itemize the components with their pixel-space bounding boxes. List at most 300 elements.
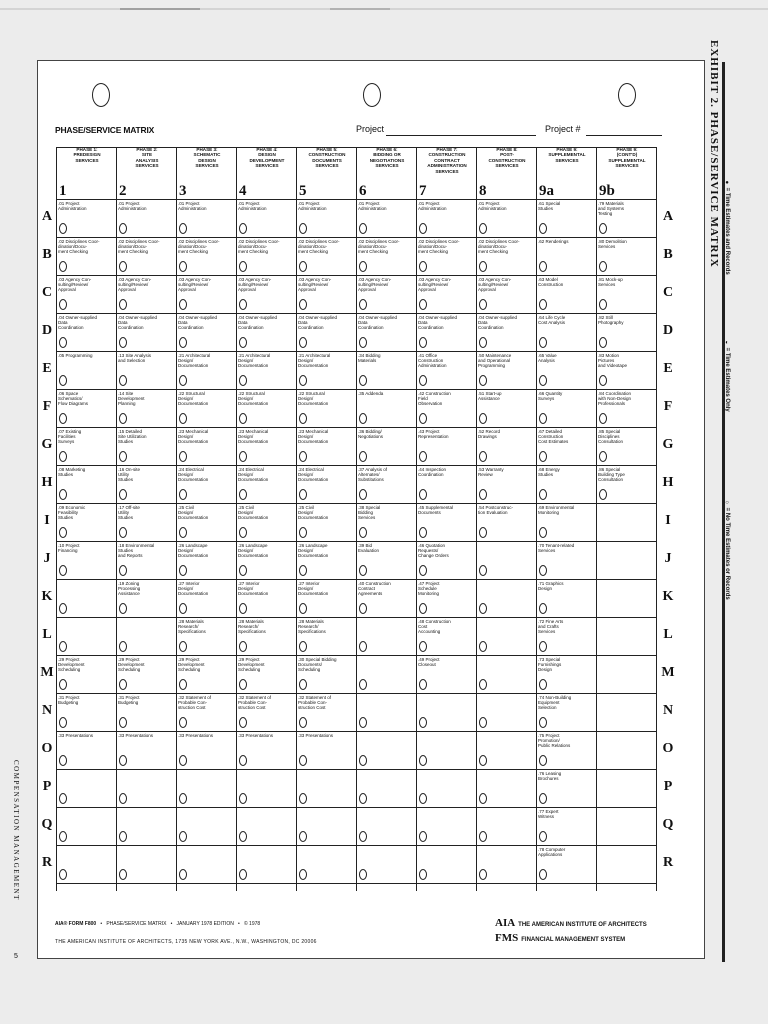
project-number-field[interactable] (586, 135, 662, 136)
phase-header-2 (116, 147, 176, 199)
status-circle-icon[interactable] (299, 831, 307, 842)
matrix-cell (296, 237, 356, 275)
status-circle-icon[interactable] (599, 451, 607, 462)
row-letter-right: R (662, 855, 674, 870)
aia-name: THE AMERICAN INSTITUTE OF ARCHITECTS (518, 922, 647, 928)
status-circle-icon[interactable] (299, 337, 307, 348)
status-circle-icon[interactable] (59, 489, 67, 500)
matrix-cell (416, 541, 476, 579)
page-number: 5 (14, 953, 18, 960)
status-circle-icon[interactable] (119, 451, 127, 462)
status-circle-icon[interactable] (59, 755, 67, 766)
status-circle-icon[interactable] (299, 717, 307, 728)
status-circle-icon[interactable] (359, 679, 367, 690)
status-circle-icon[interactable] (539, 337, 547, 348)
matrix-cell (596, 807, 656, 845)
status-circle-icon[interactable] (539, 717, 547, 728)
row-letter-right: J (664, 551, 672, 566)
status-circle-icon[interactable] (119, 223, 127, 234)
status-circle-icon[interactable] (299, 527, 307, 538)
phase-number: 3 (179, 183, 187, 199)
status-circle-icon[interactable] (179, 679, 187, 690)
status-circle-icon[interactable] (419, 565, 427, 576)
service-label: .03 Agency Con- sulting/Review/ Approval (358, 277, 392, 293)
status-circle-icon[interactable] (119, 299, 127, 310)
status-circle-icon[interactable] (419, 337, 427, 348)
service-label: .01 Project Administration (358, 201, 387, 212)
status-circle-icon[interactable] (419, 793, 427, 804)
status-circle-icon[interactable] (59, 451, 67, 462)
matrix-cell (296, 351, 356, 389)
exhibit-side-caption (708, 40, 738, 760)
status-circle-icon[interactable] (119, 413, 127, 424)
status-circle-icon[interactable] (299, 375, 307, 386)
status-circle-icon[interactable] (119, 793, 127, 804)
status-circle-icon[interactable] (179, 755, 187, 766)
service-label: .08 Marketing Studies (58, 467, 86, 478)
status-circle-icon[interactable] (479, 641, 487, 652)
matrix-cell (416, 769, 476, 807)
status-circle-icon[interactable] (479, 527, 487, 538)
status-circle-icon[interactable] (479, 223, 487, 234)
status-circle-icon[interactable] (239, 717, 247, 728)
matrix-cell (296, 541, 356, 579)
status-circle-icon[interactable] (239, 869, 247, 880)
status-circle-icon[interactable] (59, 299, 67, 310)
service-label: .28 Materials Research/ Specifications (298, 619, 326, 635)
status-circle-icon[interactable] (239, 679, 247, 690)
status-circle-icon[interactable] (539, 223, 547, 234)
matrix-cell (236, 465, 296, 503)
matrix-cell (596, 503, 656, 541)
status-circle-icon[interactable] (479, 603, 487, 614)
status-circle-icon[interactable] (359, 565, 367, 576)
row-letter-right: G (662, 437, 674, 452)
status-circle-icon[interactable] (59, 603, 67, 614)
status-circle-icon[interactable] (539, 793, 547, 804)
matrix-cell (176, 845, 236, 883)
status-circle-icon[interactable] (359, 869, 367, 880)
status-circle-icon[interactable] (239, 451, 247, 462)
status-circle-icon[interactable] (239, 527, 247, 538)
matrix-cell (536, 845, 596, 883)
matrix-sheet (37, 60, 705, 959)
phase-label: PHASE 2: SITE ANALYSIS SERVICES (135, 147, 159, 169)
phase-label: PHASE 8: POST- CONSTRUCTION SERVICES (488, 147, 526, 169)
status-circle-icon[interactable] (299, 641, 307, 652)
phase-header-3 (176, 147, 236, 199)
exhibit-title: EXHIBIT 2. PHASE/SERVICE MATRIX (708, 40, 720, 268)
matrix-cell (476, 313, 536, 351)
phase-label: PHASE 1: PREDESIGN SERVICES (73, 147, 101, 163)
matrix-cell (356, 503, 416, 541)
status-circle-icon[interactable] (599, 413, 607, 424)
matrix-cell (56, 807, 116, 845)
row-letter-left: E (42, 361, 52, 376)
status-circle-icon[interactable] (359, 451, 367, 462)
matrix-cell (56, 237, 116, 275)
service-label: .04 Owner-supplied Data Coordination (118, 315, 158, 331)
service-label: .53 Warranty Review (478, 467, 504, 478)
matrix-cell (176, 503, 236, 541)
phase-header-5 (296, 147, 356, 199)
status-circle-icon[interactable] (479, 869, 487, 880)
matrix-cell (476, 541, 536, 579)
status-circle-icon[interactable] (239, 793, 247, 804)
status-circle-icon[interactable] (59, 527, 67, 538)
matrix-cell (596, 845, 656, 883)
status-circle-icon[interactable] (179, 527, 187, 538)
status-circle-icon[interactable] (179, 793, 187, 804)
service-label: .44 Inspection Coordination (418, 467, 447, 478)
status-circle-icon[interactable] (539, 451, 547, 462)
status-circle-icon[interactable] (539, 375, 547, 386)
status-circle-icon[interactable] (59, 413, 67, 424)
status-circle-icon[interactable] (479, 565, 487, 576)
status-circle-icon[interactable] (299, 299, 307, 310)
status-circle-icon[interactable] (179, 831, 187, 842)
matrix-cell (536, 731, 596, 769)
status-circle-icon[interactable] (479, 831, 487, 842)
status-circle-icon[interactable] (599, 489, 607, 500)
phase-label: PHASE 5: CONSTRUCTION DOCUMENTS SERVICES (308, 147, 346, 169)
service-label: .01 Project Administration (298, 201, 327, 212)
service-label: .86 Special Building Type Consultation (598, 467, 625, 483)
status-circle-icon[interactable] (359, 413, 367, 424)
status-circle-icon[interactable] (299, 755, 307, 766)
status-circle-icon[interactable] (359, 831, 367, 842)
status-circle-icon[interactable] (239, 223, 247, 234)
service-label: .36 Bidding/ Negotiations (358, 429, 384, 440)
status-circle-icon[interactable] (239, 375, 247, 386)
status-circle-icon[interactable] (239, 261, 247, 272)
service-label: .27 Interior Design/ Documentation (178, 581, 209, 597)
status-circle-icon[interactable] (179, 869, 187, 880)
status-circle-icon[interactable] (299, 223, 307, 234)
service-label: .06 Space Schematics/ Flow Diagrams (58, 391, 89, 407)
status-circle-icon[interactable] (479, 679, 487, 690)
status-circle-icon[interactable] (359, 717, 367, 728)
service-label: .31 Project Budgeting (58, 695, 80, 706)
status-circle-icon[interactable] (59, 717, 67, 728)
service-label: .23 Mechanical Design/ Documentation (298, 429, 329, 445)
status-circle-icon[interactable] (419, 223, 427, 234)
row-letter-left: M (40, 665, 54, 680)
status-circle-icon[interactable] (479, 717, 487, 728)
service-label: .73 Special Furnishings Design (538, 657, 562, 673)
matrix-cell (116, 617, 176, 655)
status-circle-icon[interactable] (119, 565, 127, 576)
status-circle-icon[interactable] (179, 717, 187, 728)
status-circle-icon[interactable] (479, 261, 487, 272)
status-circle-icon[interactable] (239, 413, 247, 424)
row-letter-right: F (663, 399, 673, 414)
status-circle-icon[interactable] (59, 223, 67, 234)
status-circle-icon[interactable] (179, 565, 187, 576)
status-circle-icon[interactable] (59, 375, 67, 386)
status-circle-icon[interactable] (359, 603, 367, 614)
matrix-cell (416, 693, 476, 731)
matrix-cell (56, 351, 116, 389)
status-circle-icon[interactable] (179, 337, 187, 348)
phase-number: 6 (359, 183, 367, 199)
status-circle-icon[interactable] (179, 413, 187, 424)
status-circle-icon[interactable] (119, 641, 127, 652)
status-circle-icon[interactable] (539, 755, 547, 766)
service-label: .74 Non-Building Equipment Selection (538, 695, 572, 711)
status-circle-icon[interactable] (419, 831, 427, 842)
matrix-cell (176, 693, 236, 731)
status-circle-icon[interactable] (479, 413, 487, 424)
matrix-cell (356, 693, 416, 731)
status-circle-icon[interactable] (119, 337, 127, 348)
matrix-cell (236, 199, 296, 237)
status-circle-icon[interactable] (419, 679, 427, 690)
status-circle-icon[interactable] (119, 679, 127, 690)
matrix-cell (356, 465, 416, 503)
matrix-cell (476, 275, 536, 313)
service-label: .46 Quotation Requests/ Change Orders (418, 543, 449, 559)
matrix-cell (356, 389, 416, 427)
status-circle-icon[interactable] (599, 299, 607, 310)
service-label: .22 Structural Design/ Documentation (238, 391, 269, 407)
status-circle-icon[interactable] (539, 603, 547, 614)
status-circle-icon[interactable] (299, 565, 307, 576)
phase-label: PHASE 9: SUPPLEMENTAL SERVICES (548, 147, 586, 163)
matrix-cell (176, 655, 236, 693)
matrix-cell (596, 693, 656, 731)
status-circle-icon[interactable] (539, 679, 547, 690)
status-circle-icon[interactable] (119, 489, 127, 500)
status-circle-icon[interactable] (179, 489, 187, 500)
project-field[interactable] (386, 135, 536, 136)
matrix-cell (296, 275, 356, 313)
status-circle-icon[interactable] (299, 489, 307, 500)
status-circle-icon[interactable] (479, 337, 487, 348)
status-circle-icon[interactable] (419, 641, 427, 652)
service-label: .24 Electrical Design/ Documentation (298, 467, 329, 483)
status-circle-icon[interactable] (359, 337, 367, 348)
phase-header-1 (56, 147, 116, 199)
status-circle-icon[interactable] (419, 755, 427, 766)
status-circle-icon[interactable] (479, 755, 487, 766)
status-circle-icon[interactable] (539, 641, 547, 652)
status-circle-icon[interactable] (419, 375, 427, 386)
matrix-cell (476, 807, 536, 845)
matrix-cell (56, 465, 116, 503)
project-number-label: Project # (545, 124, 581, 134)
status-circle-icon[interactable] (419, 451, 427, 462)
service-label: .02 Disciplines Coor- dination/Docu- ment Checking (178, 239, 220, 255)
status-circle-icon[interactable] (239, 489, 247, 500)
status-circle-icon[interactable] (119, 375, 127, 386)
status-circle-icon[interactable] (239, 603, 247, 614)
status-circle-icon[interactable] (359, 527, 367, 538)
service-label: .05 Programming (58, 353, 93, 358)
status-circle-icon[interactable] (59, 261, 67, 272)
matrix-cell (476, 199, 536, 237)
status-circle-icon[interactable] (239, 299, 247, 310)
phase-header-9a (536, 147, 596, 199)
status-circle-icon[interactable] (239, 565, 247, 576)
status-circle-icon[interactable] (179, 641, 187, 652)
status-circle-icon[interactable] (599, 261, 607, 272)
status-circle-icon[interactable] (299, 603, 307, 614)
matrix-cell (236, 313, 296, 351)
status-circle-icon[interactable] (59, 793, 67, 804)
status-circle-icon[interactable] (539, 565, 547, 576)
service-label: .32 Statement of Probable Con- struction Cost (298, 695, 332, 711)
matrix-cell (536, 541, 596, 579)
status-circle-icon[interactable] (419, 527, 427, 538)
status-circle-icon[interactable] (479, 375, 487, 386)
status-circle-icon[interactable] (119, 261, 127, 272)
status-circle-icon[interactable] (179, 603, 187, 614)
service-label: .09 Economic Feasibility Studies (58, 505, 86, 521)
row-letter-left: R (41, 855, 53, 870)
service-label: .02 Disciplines Coor- dination/Docu- ment Checking (58, 239, 100, 255)
status-circle-icon[interactable] (419, 603, 427, 614)
status-circle-icon[interactable] (299, 869, 307, 880)
status-circle-icon[interactable] (539, 527, 547, 538)
status-circle-icon[interactable] (59, 869, 67, 880)
row-letter-left: P (42, 779, 52, 794)
status-circle-icon[interactable] (599, 337, 607, 348)
status-circle-icon[interactable] (59, 831, 67, 842)
matrix-cell (416, 579, 476, 617)
status-circle-icon[interactable] (119, 755, 127, 766)
matrix-cell (356, 655, 416, 693)
status-circle-icon[interactable] (59, 641, 67, 652)
status-circle-icon[interactable] (179, 451, 187, 462)
status-circle-icon[interactable] (59, 337, 67, 348)
service-label: .07 Existing Facilities Surveys (58, 429, 82, 445)
matrix-cell (176, 275, 236, 313)
status-circle-icon[interactable] (479, 489, 487, 500)
matrix-cell (56, 655, 116, 693)
publisher-block (495, 917, 647, 947)
status-circle-icon[interactable] (539, 831, 547, 842)
matrix-cell (116, 579, 176, 617)
service-label: .32 Statement of Probable Con- struction Cost (238, 695, 272, 711)
status-circle-icon[interactable] (239, 337, 247, 348)
matrix-cell (476, 845, 536, 883)
row-letter-left: L (42, 627, 52, 642)
matrix-cell (176, 807, 236, 845)
matrix-cell (416, 807, 476, 845)
service-label: .79 Materials and Systems Testing (598, 201, 625, 217)
phase-header-4 (236, 147, 296, 199)
matrix-cell (56, 617, 116, 655)
service-label: .41 Office Construction Administration (418, 353, 447, 369)
service-label: .03 Agency Con- sulting/Review/ Approval (478, 277, 512, 293)
status-circle-icon[interactable] (239, 641, 247, 652)
matrix-cell (416, 313, 476, 351)
service-label: .29 Project Development Scheduling (118, 657, 145, 673)
status-circle-icon[interactable] (239, 755, 247, 766)
status-circle-icon[interactable] (419, 489, 427, 500)
status-circle-icon[interactable] (59, 565, 67, 576)
status-circle-icon[interactable] (359, 261, 367, 272)
status-circle-icon[interactable] (179, 223, 187, 234)
status-circle-icon[interactable] (359, 489, 367, 500)
matrix-cell (416, 199, 476, 237)
service-label: .01 Project Administration (418, 201, 447, 212)
service-label: .51 Start-up Assistance (478, 391, 502, 402)
matrix-cell (536, 503, 596, 541)
status-circle-icon[interactable] (239, 831, 247, 842)
status-circle-icon[interactable] (599, 223, 607, 234)
service-label: .01 Project Administration (58, 201, 87, 212)
status-circle-icon[interactable] (359, 299, 367, 310)
status-circle-icon[interactable] (359, 223, 367, 234)
status-circle-icon[interactable] (539, 869, 547, 880)
status-circle-icon[interactable] (479, 299, 487, 310)
matrix-cell (476, 465, 536, 503)
service-label: .43 Project Representation (418, 429, 449, 440)
matrix-cell (56, 579, 116, 617)
status-circle-icon[interactable] (539, 413, 547, 424)
matrix-cell (116, 693, 176, 731)
service-label: .02 Disciplines Coor- dination/Docu- ment Checking (418, 239, 460, 255)
status-circle-icon[interactable] (119, 831, 127, 842)
status-circle-icon[interactable] (299, 261, 307, 272)
status-circle-icon[interactable] (359, 375, 367, 386)
service-label: .83 Motion Pictures and Videotape (598, 353, 627, 369)
status-circle-icon[interactable] (539, 299, 547, 310)
status-circle-icon[interactable] (359, 641, 367, 652)
matrix-cell (356, 237, 416, 275)
service-label: .16 On-site Utility Studies (118, 467, 141, 483)
row-letter-left: J (43, 551, 51, 566)
status-circle-icon[interactable] (299, 451, 307, 462)
status-circle-icon[interactable] (479, 451, 487, 462)
punch-hole-left (92, 83, 110, 107)
status-circle-icon[interactable] (299, 413, 307, 424)
status-circle-icon[interactable] (539, 489, 547, 500)
phase-number: 2 (119, 183, 127, 199)
status-circle-icon[interactable] (299, 679, 307, 690)
row-letter-right: E (663, 361, 673, 376)
status-circle-icon[interactable] (179, 375, 187, 386)
status-circle-icon[interactable] (599, 375, 607, 386)
status-circle-icon[interactable] (179, 261, 187, 272)
status-circle-icon[interactable] (419, 261, 427, 272)
matrix-cell (416, 845, 476, 883)
status-circle-icon[interactable] (419, 413, 427, 424)
status-circle-icon[interactable] (119, 603, 127, 614)
matrix-cell (116, 351, 176, 389)
status-circle-icon[interactable] (119, 717, 127, 728)
status-circle-icon[interactable] (119, 527, 127, 538)
status-circle-icon[interactable] (359, 755, 367, 766)
status-circle-icon[interactable] (539, 261, 547, 272)
status-circle-icon[interactable] (179, 299, 187, 310)
service-label: .04 Owner-supplied Data Coordination (238, 315, 278, 331)
matrix-cell (356, 617, 416, 655)
phase-header-8 (476, 147, 536, 199)
phase-label: PHASE 3: SCHEMATIC DESIGN SERVICES (193, 147, 221, 169)
status-circle-icon[interactable] (419, 299, 427, 310)
service-label: .45 Supplemental Documents (418, 505, 454, 516)
status-circle-icon[interactable] (419, 717, 427, 728)
status-circle-icon[interactable] (479, 793, 487, 804)
status-circle-icon[interactable] (359, 793, 367, 804)
status-circle-icon[interactable] (299, 793, 307, 804)
status-circle-icon[interactable] (119, 869, 127, 880)
status-circle-icon[interactable] (59, 679, 67, 690)
status-circle-icon[interactable] (419, 869, 427, 880)
